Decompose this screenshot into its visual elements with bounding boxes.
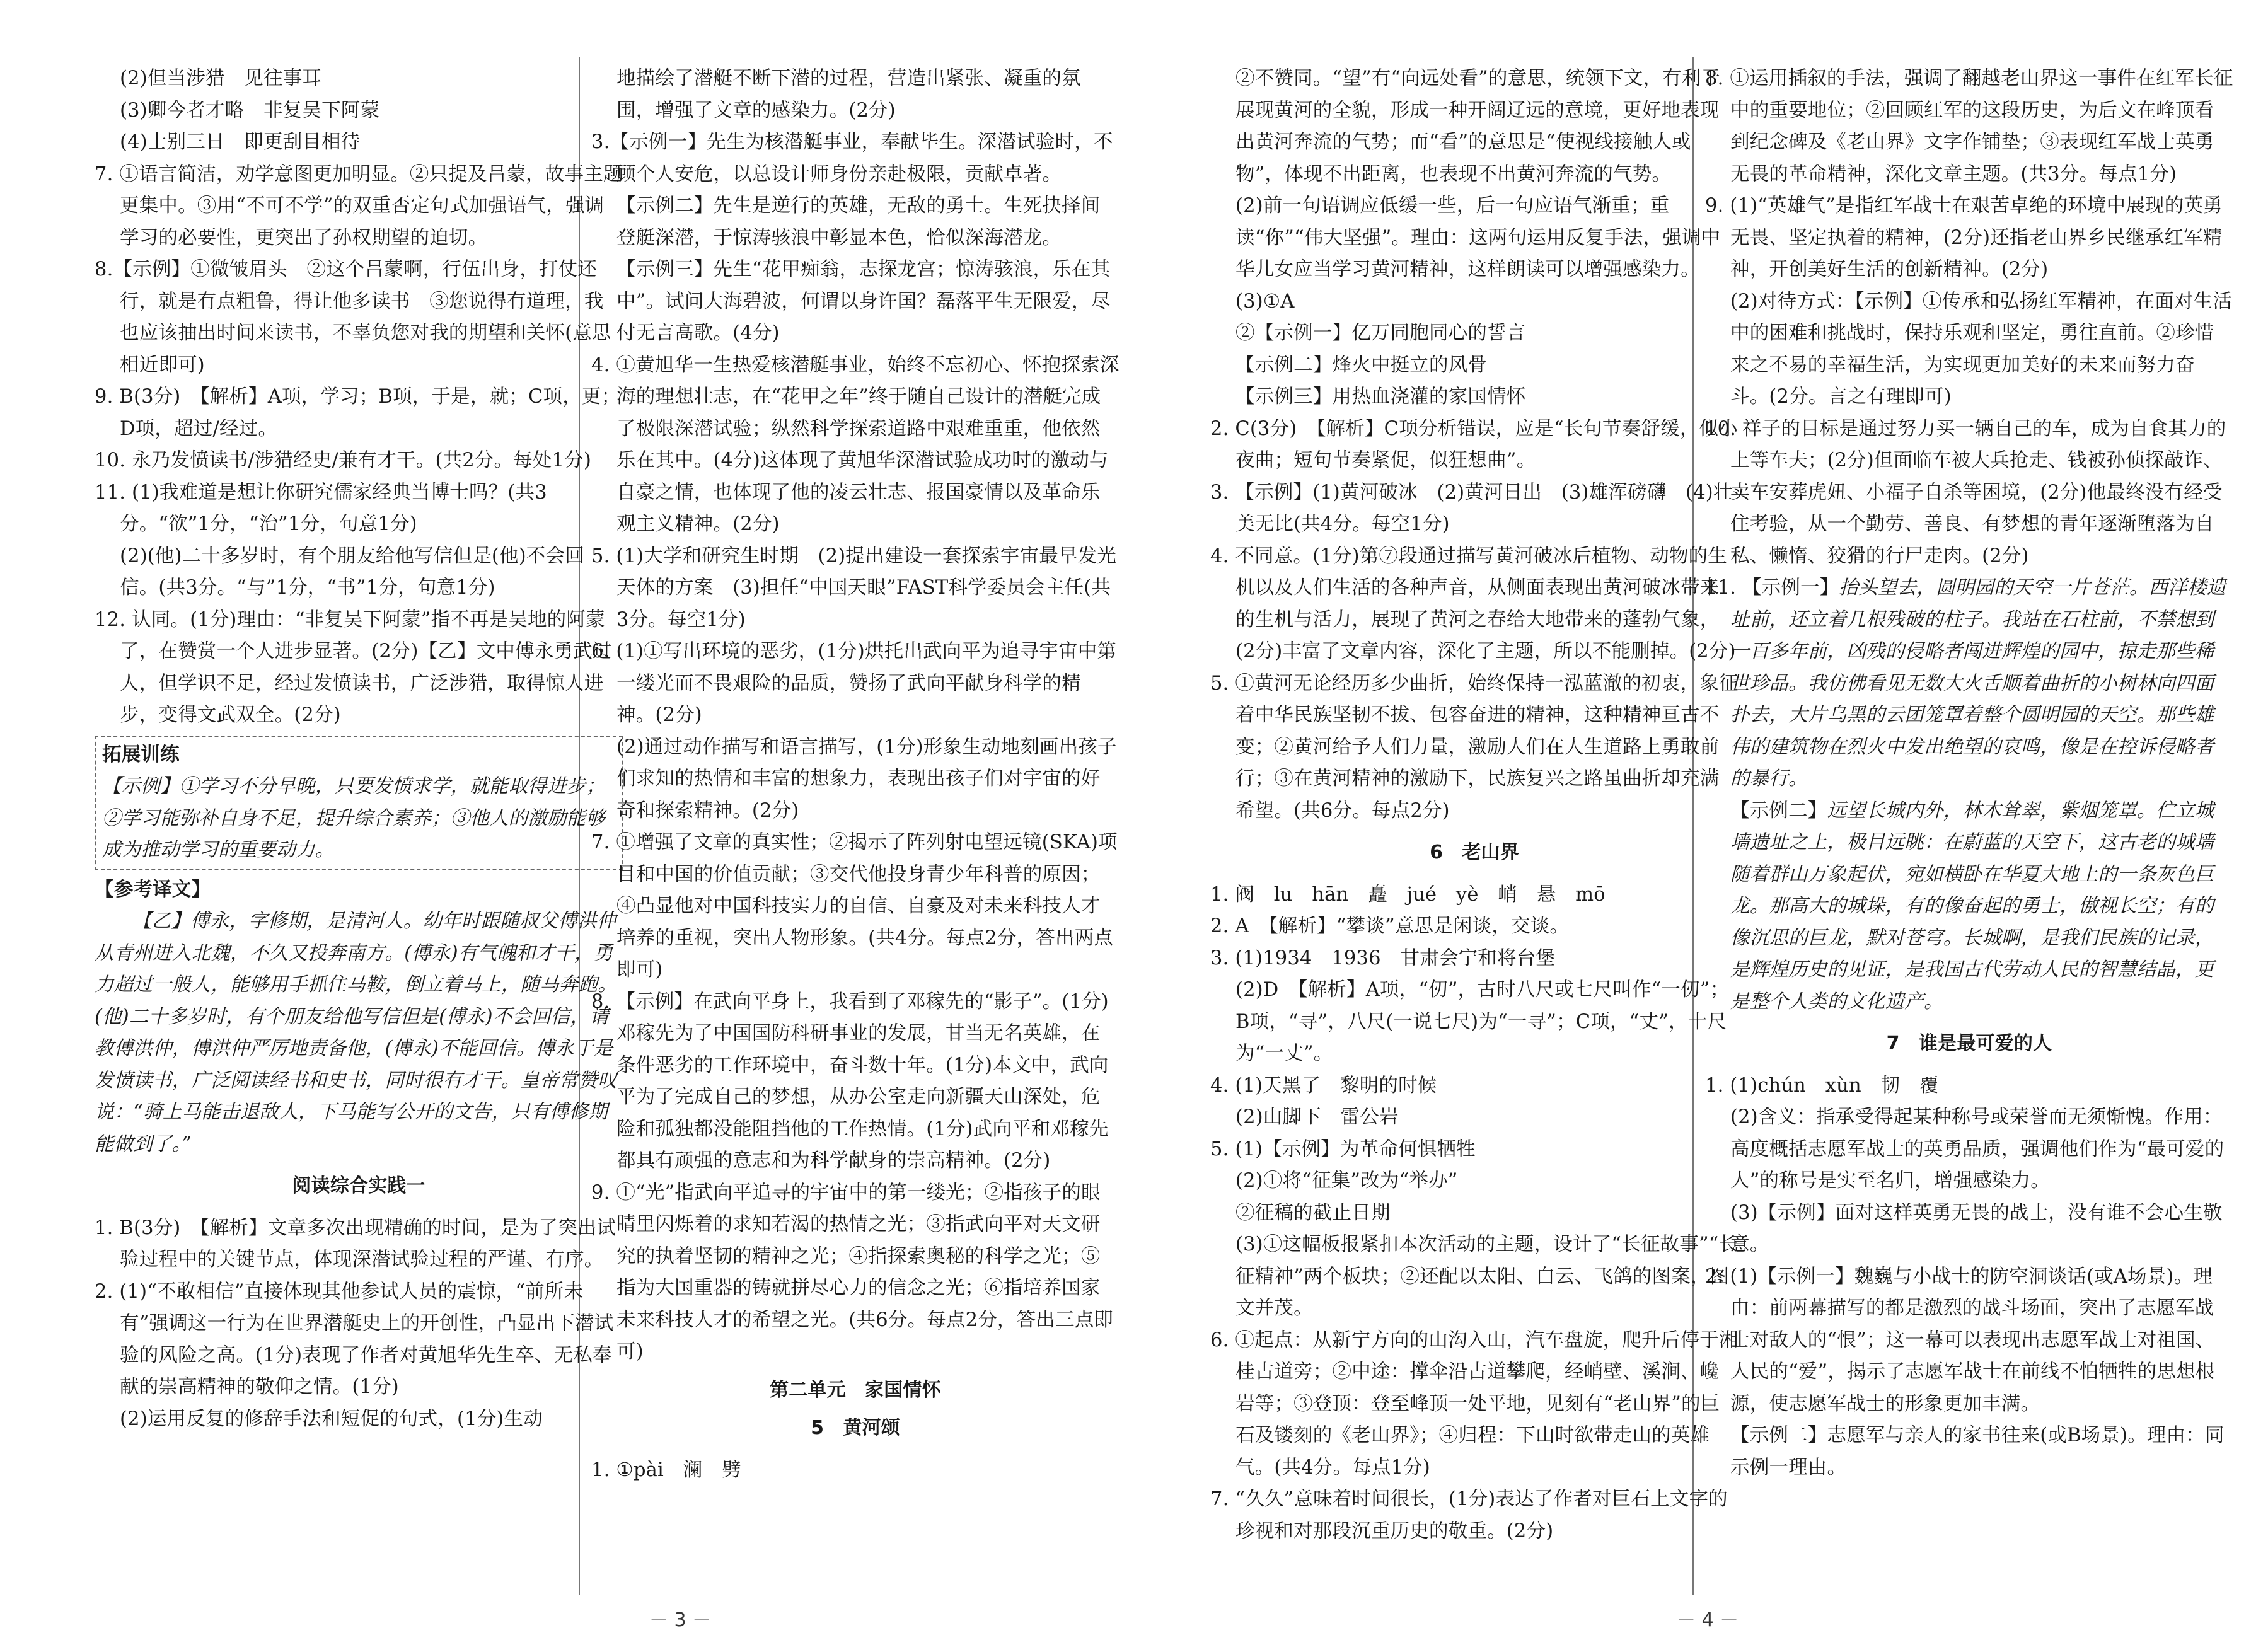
answer-line: 【示例三】用热血浇灌的家国情怀 — [1235, 386, 1526, 408]
page-number-left: － 3 － — [649, 1609, 712, 1631]
answer-9: 9. (1)“英雄气”是指红军战士在艰苦卓绝的环境中展现的英勇无畏、坚定执着的精神，(2分)还指老山界乡民继承红军精神，开创美好生活的创新精神。(2分) — [1705, 195, 2223, 280]
lesson-title: 6 老山界 — [1430, 841, 1519, 863]
answer-line: ②不赞同。“望”有“向远处看”的意思，统领下文，有利于展现黄河的全貌，形成一种开阔辽远的意境，更好地表现出黄河奔流的气势；而“看”的意思是“使视线接触人或物”，体现不出距离，也表现不出黄河奔流的气势。 — [1235, 67, 1721, 185]
example-2-label: 【示例二】 — [1730, 799, 1827, 822]
answer-2-example-2: 【示例二】志愿军与亲人的家书往来(或B场景)。理由：同示例一理由。 — [1730, 1424, 2225, 1479]
answer-5: 5. (1)大学和研究生时期 (2)提出建设一套探索宇宙最早发光天体的方案 (3)担任“中国天眼”FAST科学委员会主任(共3分。每空1分) — [591, 545, 1117, 631]
answer-1-2: (2)含义：指承受得起某种称号或荣誉而无须惭愧。作用：高度概括志愿军战士的英勇品质，强调他们作为“最可爱的人”的称号是实至名归，增强感染力。 — [1730, 1106, 2225, 1192]
column-2 — [591, 63, 1120, 1486]
answer-8: 8. 【示例】在武向平身上，我看到了邓稼先的“影子”。(1分)邓稼先为了中国国防科研事业的发展，甘当无名英雄，在条件恶劣的工作环境中，奋斗数十年。(1分)本文中，武向平为了完成自己的梦想，从办公室走向新疆天山深处，危险和孤独都没能阻挡他的工作热情。(1分)武向平和邓稼先都具有顽强的意志和为科学献身的崇高精神。(2分) — [591, 990, 1109, 1172]
answer-1-3: (3)【示例】面对这样英勇无畏的战士，没有谁不会心生敬意。 — [1730, 1201, 2223, 1256]
answer-8: 8. ①运用插叙的手法，强调了翻越老山界这一事件在红军长征中的重要地位；②回顾红军的这段历史，为后文在峰顶看到纪念碑及《老山界》文字作铺垫；③表现红军战士英勇无畏的革命精神，深化文章主题。(共3分。每点1分) — [1705, 67, 2233, 185]
column-4 — [1705, 63, 2233, 1484]
answer-6: 6. ①起点：从新宁方向的山沟入山，汽车盘旋，爬升后停于湘桂古道旁；②中途：撑伞沿古道攀爬，经峭壁、溪涧、巉岩等；③登顶：登至峰顶一处平地，见刻有“老山界”的巨石及镂刻的《老山界》；④归程：下山时欲带走山的英雄气。(共4分。每点1分) — [1210, 1329, 1739, 1479]
extension-training-title: 拓展训练 — [102, 743, 180, 766]
answer-line: 地描绘了潜艇不断下潜的过程，营造出紧张、凝重的氛围，增强了文章的感染力。(2分) — [616, 67, 1081, 122]
answer-line: 【示例二】烽火中挺立的风骨 — [1235, 354, 1488, 376]
answer-3: 3.【示例一】先生为核潜艇事业，奉献毕生。深潜试验时，不顾个人安危，以总设计师身份亲赴极限，贡献卓著。 — [591, 131, 1113, 185]
answer-3-example-2: 【示例二】先生是逆行的英雄，无敌的勇士。生死抉择间登艇深潜，于惊涛骇浪中彰显本色，恰似深海潜龙。 — [616, 195, 1101, 249]
answer-6: 6. (1)①写出环境的恶劣，(1分)烘托出武向平为追寻宇宙中第一缕光而不畏艰险的品质，赞扬了武向平献身科学的精神。(2分) — [591, 640, 1117, 726]
answer-2: 2. (1)“不敢相信”直接体现其他参试人员的震惊，“前所未有”强调这一行为在世界潜艇史上的开创性，凸显出下潜试验的风险之高。(1分)表现了作者对黄旭华先生卒、无私奉献的崇高精神的敬仰之情。(1分) — [95, 1280, 614, 1398]
lesson-title: 7 谁是最可爱的人 — [1886, 1032, 2052, 1054]
answer-5: 5. (1)【示例】为革命何惧牺牲 — [1210, 1138, 1476, 1160]
answer-7: 7. ①增强了文章的真实性；②揭示了阵列射电望远镜(SKA)项目和中国的价值贡献；③交代他投身青少年科普的原因；④凸显他对中国科技实力的自信、自豪及对未来科技人才培养的重视，突出人物形象。(共4分。每点2分，答出两点即可) — [591, 831, 1118, 981]
answer-1: 1. ①pài 澜 劈 — [591, 1458, 741, 1481]
answer-1: 1. 阀 lu hān 矗 jué yè 峭 悬 mō — [1210, 883, 1606, 906]
reference-translation-title: 【参考译文】 — [95, 878, 211, 901]
answer-4: 4. ①黄旭华一生热爱核潜艇事业，始终不忘初心、怀抱探索深海的理想壮志，在“花甲之年”终于随自己设计的潜艇完成了极限深潜试验；纵然科学探索道路中艰难重重，他依然乐在其中。(4分)这体现了黄旭华深潜试验成功时的激动与自豪之情，也体现了他的凌云壮志、报国豪情以及革命乐观主义精神。(2分) — [591, 354, 1120, 535]
answer-12: 12. 认同。(1分)理由：“非复吴下阿蒙”指不再是吴地的阿蒙了，在赞赏一个人进步显著。(2分)【乙】文中傅永勇武过人，但学识不足，经过发愤读书，广泛涉猎，取得惊人进步，变得文武双全。(2分) — [95, 608, 612, 726]
answer-4: 4. 不同意。(1分)第⑦段通过描写黄河破冰后植物、动物的生机以及人们生活的各种声音，从侧面表现出黄河破冰带来的生机与活力，展现了黄河之春给大地带来的蓬勃气象，(2分)丰富了文章内容，深化了主题，所以不能删掉。(2分) — [1210, 545, 1736, 662]
answer-7: 7. ①语言简洁，劝学意图更加明显。②只提及吕蒙，故事主题更集中。③用“不可不学”的双重否定句式加强语气，强调学习的必要性，更突出了孙权期望的迫切。 — [95, 163, 623, 249]
answer-line: (4)士别三日 即更刮目相待 — [120, 131, 361, 153]
lesson-title: 5 黄河颂 — [811, 1417, 900, 1439]
handwriting-example-1: 抬头望去，圆明园的天空一片苍茫。西洋楼遗址前，还立着几根残破的柱子。我站在石柱前，不禁想到一百多年前，凶残的侵略者闯进辉煌的园中，掠走那些稀世珍品。我仿佛看见无数大火舌顺着曲折的小树林向四面扑去，大片乌黑的云团笼罩着整个圆明园的天空。那些雄伟的建筑物在烈火中发出绝望的哀鸣，像是在控诉侵略者的暴行。 — [1730, 577, 2226, 790]
answer-11: 11. (1)我难道是想让你研究儒家经典当博士吗？(共3分。“欲”1分，“治”1分，句意1分) — [95, 481, 547, 535]
answer-2: 2. A 【解析】“攀谈”意思是闲谈，交谈。 — [1210, 915, 1570, 937]
answer-1: 1. B(3分) 【解析】文章多次出现精确的时间，是为了突出试验过程中的关键节点，体现深潜试验过程的严谨、有序。 — [95, 1216, 616, 1271]
answer-line: (2)前一句语调应低缓一些，后一句应语气渐重；重读“你”“伟大坚强”。理由：这两句运用反复手法，强调中华儿女应当学习黄河精神，这样朗读可以增强感染力。 — [1235, 195, 1721, 280]
column-1 — [95, 63, 623, 1435]
answer-5-2b: ②征稿的截止日期 — [1235, 1201, 1391, 1224]
answer-3: 3. 【示例】(1)黄河破冰 (2)黄河日出 (3)雄浑磅礴 (4)壮美无比(共4分。每空1分) — [1210, 481, 1733, 535]
answer-9-2: (2)对待方式：【示例】①传承和弘扬红军精神，在面对生活中的困难和挑战时，保持乐观和坚定，勇往直前。②珍惜来之不易的幸福生活，为实现更加美好的未来而努力奋斗。(2分。言之有理即可) — [1730, 290, 2233, 408]
unit-title: 第二单元 家国情怀 — [770, 1378, 941, 1401]
answer-line: (3)卿今者才略 非复吴下阿蒙 — [120, 99, 380, 122]
answer-6-2: (2)通过动作描写和语言描写，(1分)形象生动地刻画出孩子们求知的热情和丰富的想象力，表现出孩子们对宇宙的好奇和探索精神。(2分) — [616, 736, 1117, 822]
answer-5-2: (2)①将“征集”改为“举办” — [1235, 1170, 1458, 1192]
answer-5-3: (3)①这幅板报紧扣本次活动的主题，设计了“长征故事”“长征精神”两个板块；②还配以太阳、白云、飞鸽的图案，图文并茂。 — [1235, 1233, 1739, 1319]
answer-4: 4. (1)天黑了 黎明的时候 — [1210, 1074, 1437, 1097]
answer-line: (3)①A — [1235, 290, 1295, 313]
answer-line: ②【示例一】亿万同胞同心的誓言 — [1235, 322, 1526, 344]
section-title: 阅读综合实践一 — [292, 1175, 425, 1197]
answer-10: 10. 祥子的目标是通过努力买一辆自己的车，成为自食其力的上等车夫；(2分)但面临车被大兵抢走、钱被孙侦探敲诈、卖车安葬虎妞、小福子自杀等困境，(2分)他最终没有经受住考验，从一个勤劳、善良、有梦想的青年逐渐堕落为自私、懒惰、狡猾的行尸走肉。(2分) — [1705, 417, 2226, 567]
answer-2-2: (2)运用反复的修辞手法和短促的句式，(1分)生动 — [120, 1407, 543, 1430]
answer-11 — [1705, 572, 2233, 795]
answer-1: 1. (1)chún xùn 韧 覆 — [1705, 1074, 1939, 1097]
answer-11-label: 11. 【示例一】 — [1705, 577, 1839, 599]
handwriting-example-2: 远望长城内外，林木耸翠，紫烟笼罩。伫立城墙遗址之上，极目远眺：在蔚蓝的天空下，这古老的城墙随着群山万象起伏，宛如横卧在华夏大地上的一条灰色巨龙。那高大的城垛，有的像奋起的勇士，傲视长空；有的像沉思的巨龙，默对苍穹。长城啊，是我们民族的记录，是辉煌历史的见证，是我国古代劳动人民的智慧结晶，更是整个人类的文化遗产。 — [1730, 799, 2214, 1013]
answer-10: 10. 永乃发愤读书/涉猎经史/兼有才干。(共2分。每处1分) — [95, 449, 592, 471]
answer-3-2: (2)D 【解析】A项，“仞”，古时八尺或七尺叫作“一仞”；B项，“寻”，八尺(一说七尺)为“一寻”；C项，“丈”，十尺为“一丈”。 — [1235, 979, 1730, 1065]
answer-11-2: (2)(他)二十多岁时，有个朋友给他写信但是(他)不会回信。(共3分。“与”1分，“书”1分，句意1分) — [120, 545, 584, 599]
extension-training-text: 【示例】①学习不分早晚，只要发愤求学，就能取得进步；②学习能弥补自身不足，提升综合素养；③他人的激励能够成为推动学习的重要动力。 — [102, 775, 606, 861]
answer-line: (2)但当涉猎 见往事耳 — [120, 67, 322, 90]
reference-translation-text: 【乙】傅永，字修期，是清河人。幼年时跟随叔父傅洪仲从青州进入北魏，不久又投奔南方。(傅永)有气魄和才干，勇力超过一般人，能够用手抓住马鞍，倒立着马上，随马奔跑。(他)二十多岁时，有个朋友给他写信但是(傅永)不会回信，请教傅洪仲，傅洪仲严厉地责备他，(傅永)不能回信。傅永于是发愤读书，广泛阅读经书和史书，同时很有才干。皇帝常赞叹说：“骑上马能击退敌人，下马能写公开的文告，只有傅修期能做到了。” — [95, 910, 617, 1155]
extension-training-box — [95, 736, 623, 870]
answer-7: 7. “久久”意味着时间很长，(1分)表达了作者对巨石上文字的珍视和对那段沉重历史的敬重。(2分) — [1210, 1488, 1728, 1542]
column-3 — [1210, 63, 1739, 1547]
page-number-right: － 4 － — [1677, 1609, 1739, 1631]
answer-3-example-3: 【示例三】先生“花甲痴翁，志探龙宫；惊涛骇浪，乐在其中”。试问大海碧波，何谓以身许国？磊落平生无限爱，尽付无言高歌。(4分) — [616, 258, 1111, 344]
answer-9: 9. B(3分) 【解析】A项，学习；B项，于是，就；C项，更；D项，超过/经过。 — [95, 386, 621, 440]
answer-3: 3. (1)1934 1936 甘肃会宁和将台堡 — [1210, 947, 1556, 969]
answer-2: 2. (1)【示例一】魏巍与小战士的防空洞谈话(或A场景)。理由：前两幕描写的都是激烈的战斗场面，突出了志愿军战士对敌人的“恨”；这一幕可以表现出志愿军战士对祖国、人民的“爱”，揭示了志愿军战士在前线不怕牺牲的思想根源，使志愿军战士的形象更加丰满。 — [1705, 1265, 2215, 1415]
answer-5: 5. ①黄河无论经历多少曲折，始终保持一泓蓝澈的初衷，象征着中华民族坚韧不拔、包容奋进的精神，这种精神亘古不变；②黄河给予人们力量，激励人们在人生道路上勇敢前行；③在黄河精神的激励下，民族复兴之路虽曲折却充满希望。(共6分。每点2分) — [1210, 672, 1739, 822]
answer-11-example-2 — [1705, 795, 2233, 1019]
answer-8: 8.【示例】①微皱眉头 ②这个吕蒙啊，行伍出身，打仗还行，就是有点粗鲁，得让他多读书 ③您说得有道理，我也应该抽出时间来读书，不辜负您对我的期望和关怀(意思相近即可) — [95, 258, 611, 376]
answer-9: 9. ①“光”指武向平追寻的宇宙中的第一缕光；②指孩子的眼睛里闪烁着的求知若渴的热情之光；③指武向平对天文研究的执着坚韧的精神之光；④指探索奥秘的科学之光；⑤指为大国重器的铸就拼尽心力的信念之光；⑥指培养国家未来科技人才的希望之光。(共6分。每点2分，答出三点即可) — [591, 1181, 1114, 1363]
answer-2: 2. C(3分) 【解析】C项分析错误，应是“长句节奏舒缓，似小夜曲；短句节奏紧促，似狂想曲”。 — [1210, 417, 1738, 471]
answer-4-2: (2)山脚下 雷公岩 — [1235, 1106, 1399, 1128]
